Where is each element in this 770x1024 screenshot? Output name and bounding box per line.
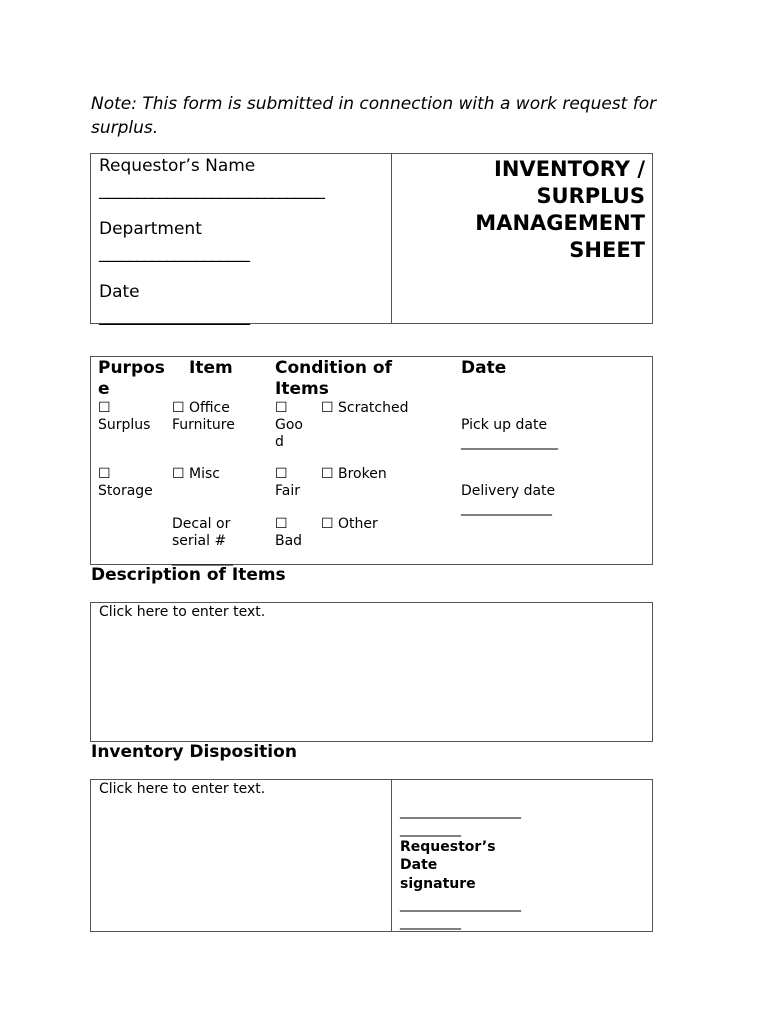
form-note: Note: This form is submitted in connection with a work request for surplus.: [91, 94, 657, 138]
cond-good-label: Goo: [275, 417, 303, 433]
cond-fair-checkbox[interactable]: ☐: [275, 466, 288, 482]
requestor-name-label: Requestor’s Name: [99, 156, 256, 176]
cond-broken-checkbox[interactable]: ☐ Broken: [321, 466, 387, 482]
item-decal-label: Decal or: [172, 516, 231, 532]
cond-fair-label: Fair: [275, 483, 300, 499]
item-decal-label: serial #: [172, 533, 227, 549]
delivery-date-label: Delivery date: [461, 483, 556, 499]
purpose-surplus-checkbox[interactable]: ☐: [98, 400, 111, 416]
date-field[interactable]: ____________________: [99, 306, 249, 326]
title-cell: [392, 154, 652, 323]
item-office-label: Furniture: [172, 417, 235, 433]
col-purpose-header: e: [98, 379, 110, 399]
col-item-header: Item: [189, 358, 233, 378]
disposition-placeholder[interactable]: Click here to enter text.: [99, 781, 266, 797]
date-line[interactable]: __________: [400, 914, 460, 930]
purpose-storage-checkbox[interactable]: ☐: [98, 466, 111, 482]
date-label: Date: [99, 282, 140, 302]
disposition-table: [90, 779, 653, 932]
col-date-header: Date: [461, 358, 507, 378]
requestor-info-cell: [91, 154, 392, 326]
col-condition-header: Condition of: [275, 358, 392, 378]
date-line[interactable]: ____________________: [400, 896, 520, 912]
signature-label: signature: [400, 876, 476, 892]
cond-other-checkbox[interactable]: ☐ Other: [321, 516, 378, 532]
description-placeholder[interactable]: Click here to enter text.: [99, 604, 266, 620]
signature-line[interactable]: __________: [400, 821, 460, 837]
col-condition-header: Items: [275, 379, 329, 399]
disposition-textbox[interactable]: [91, 780, 392, 931]
title-line: SURPLUS: [536, 184, 645, 208]
item-decal-field[interactable]: __________: [172, 550, 232, 566]
title-line: MANAGEMENT: [475, 211, 645, 235]
purpose-storage-label: Storage: [98, 483, 153, 499]
cond-bad-label: Bad: [275, 533, 303, 549]
description-title: Description of Items: [91, 565, 286, 585]
cond-good-checkbox[interactable]: ☐: [275, 400, 288, 416]
signature-line[interactable]: ____________________: [400, 803, 520, 819]
cond-good-label: d: [275, 434, 284, 450]
date-signature-label: Date: [400, 857, 438, 873]
pickup-date-label: Pick up date: [461, 417, 548, 433]
purpose-surplus-label: Surplus: [98, 417, 151, 433]
delivery-date-field[interactable]: _______________: [461, 500, 551, 516]
requestor-name-field[interactable]: ______________________________: [99, 180, 324, 200]
department-label: Department: [99, 219, 202, 239]
department-field[interactable]: ____________________: [99, 243, 249, 263]
purpose-table: [90, 356, 653, 565]
cond-bad-checkbox[interactable]: ☐: [275, 516, 288, 532]
title-line: INVENTORY /: [494, 157, 645, 181]
sheet-title: [475, 156, 645, 264]
cond-scratched-checkbox[interactable]: ☐ Scratched: [321, 400, 409, 416]
col-purpose-header: Purpos: [98, 358, 165, 378]
item-office-checkbox[interactable]: ☐ Office: [172, 400, 230, 416]
requestor-signature-label: Requestor’s: [400, 839, 496, 855]
description-textbox[interactable]: [90, 602, 653, 742]
pickup-date-field[interactable]: ________________: [461, 434, 557, 450]
item-misc-checkbox[interactable]: ☐ Misc: [172, 466, 220, 482]
signature-cell: [392, 780, 652, 931]
disposition-title: Inventory Disposition: [91, 742, 297, 762]
header-table: [90, 153, 653, 324]
title-line: SHEET: [569, 238, 645, 262]
